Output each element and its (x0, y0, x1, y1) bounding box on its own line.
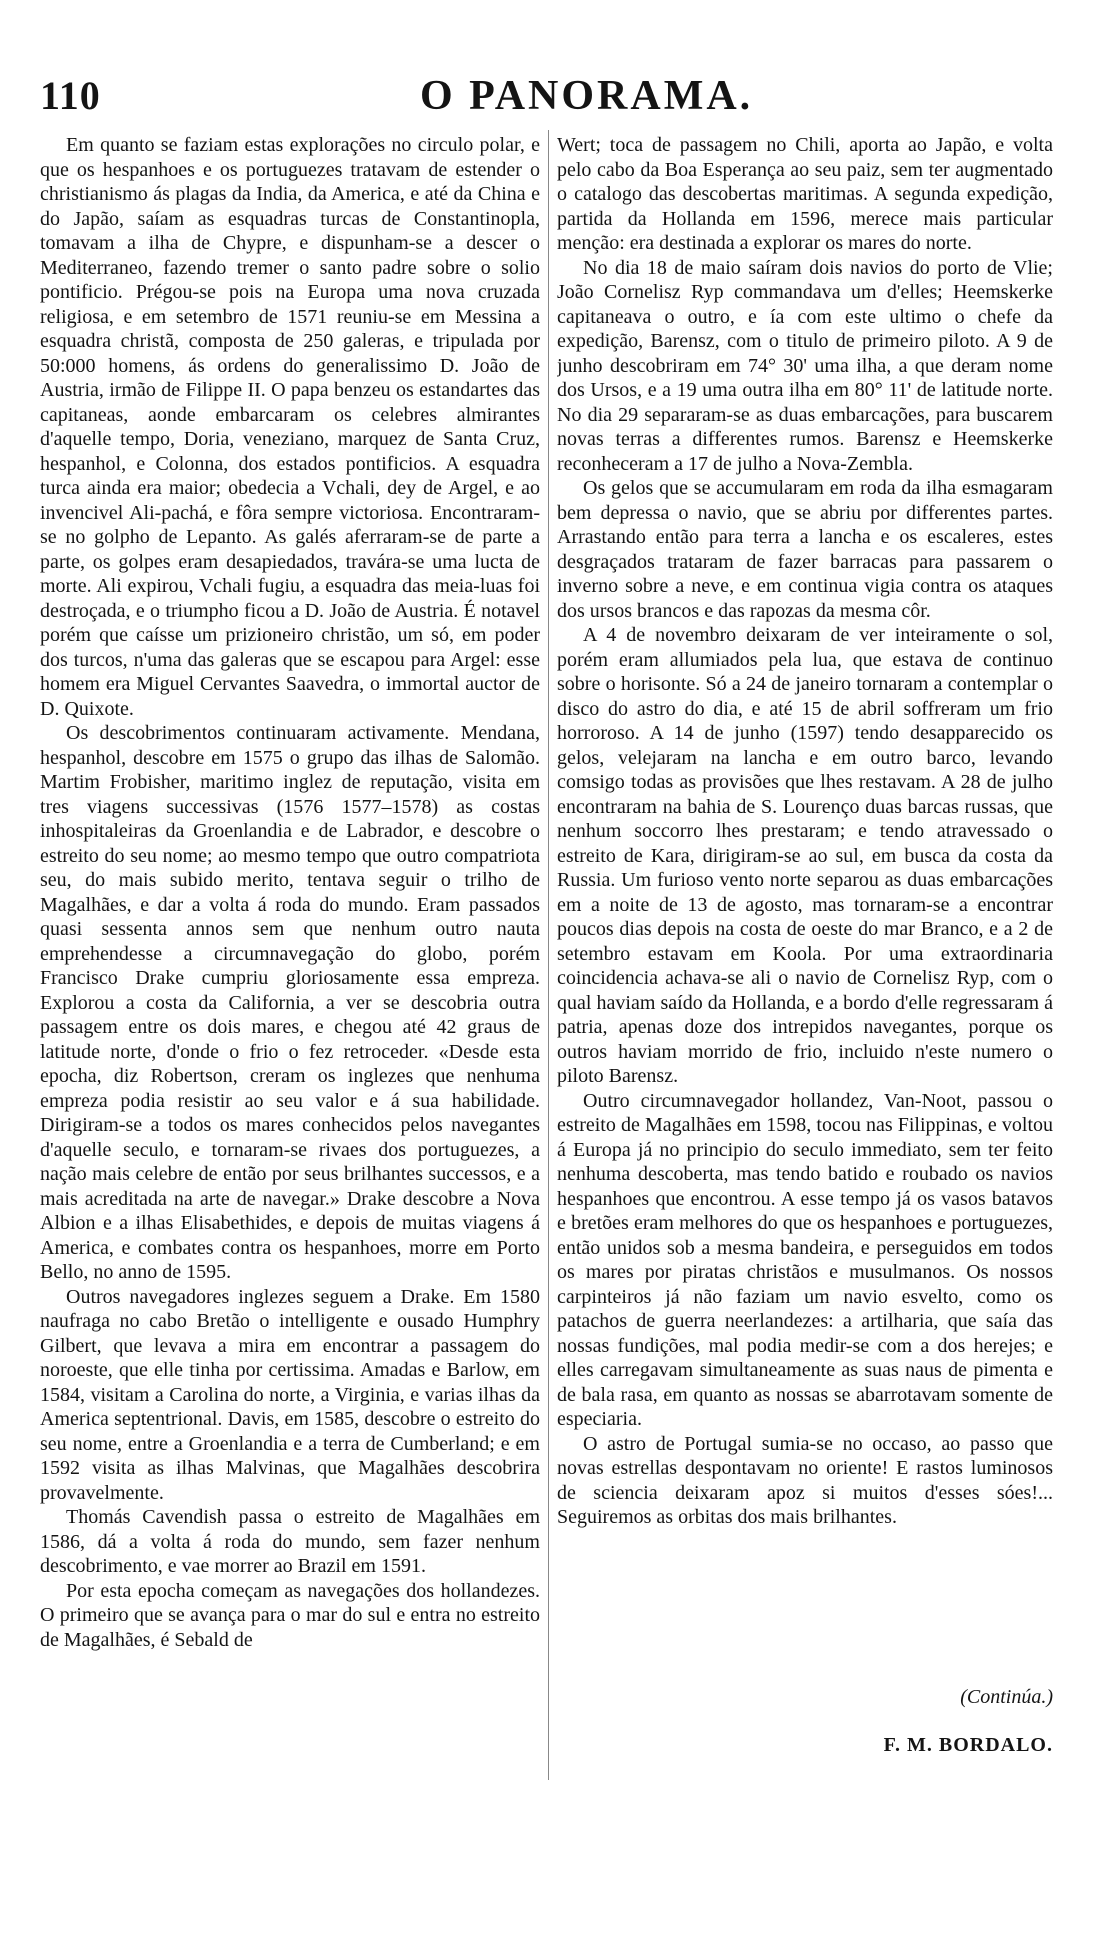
paragraph: Outro circumnavegador hollandez, Van-Noot, passou o estreito de Magalhães em 1598, tocou nas Filippinas, e voltou á Europa já no principio do seculo immediato, sem ter feito nenhuma descoberta, mas tendo batido e roubado os navios hespanhoes que encontrou. A esse tempo já os vasos batavos e bretões eram melhores do que os hespanhoes e portuguezes, então unidos sob a mesma bandeira, e perseguidos em todos os mares por piratas christãos e musulmanos. Os nossos carpinteiros já não faziam um navio esvelto, como os patachos de guerra neerlandezes: a artilharia, que saía das nossas fundições, mal podia medir-se com a dos herejes; e elles carregavam simultaneamente as suas naus de pimenta e de bala rasa, em quanto as nossas se abarrotavam somente de especiaria. (557, 1089, 1053, 1430)
to-be-continued: (Continúa.) (960, 1686, 1053, 1708)
paragraph: Wert; toca de passagem no Chili, aporta ao Japão, e volta pelo cabo da Boa Esperança ao seu paiz, sem ter augmentado o catalogo das descobertas maritimas. A segunda expedição, partida da Hollanda em 1596, merece mais particular menção: era destinada a explorar os mares do norte. (557, 134, 1053, 254)
column-divider (548, 130, 549, 1780)
paragraph: Outros navegadores inglezes seguem a Drake. Em 1580 naufraga no cabo Bretão o intelligente e ousado Humphry Gilbert, que levava a mira em encontrar a passagem do noroeste, que elle tinha por certissima. Amadas e Barlow, em 1584, visitam a Carolina do norte, a Virginia, e varias ilhas da America septentrional. Davis, em 1585, descobre o estreito do seu nome, entre a Groenlandia e a terra de Cumberland; e em 1592 visita as ilhas Malvinas, que Magalhães descobrira provavelmente. (40, 1285, 540, 1504)
page-title: O PANORAMA. (420, 73, 754, 119)
paragraph: No dia 18 de maio saíram dois navios do porto de Vlie; João Cornelisz Ryp commandava um d'elles; Heemskerke capitaneava o outro, e ía com este ultimo o chefe da expedição, Barensz, com o titulo de primeiro piloto. A 9 de junho descobriram em 74° 30' uma ilha, a que deram nome dos Ursos, e a 19 uma outra ilha em 80° 11' de latitude norte. No dia 29 separaram-se as duas embarcações, para buscarem novas terras a differentes rumos. Barensz e Heemskerke reconheceram a 17 de julho a Nova-Zembla. (557, 256, 1053, 475)
page-number: 110 (40, 73, 101, 118)
paragraph: Os descobrimentos continuaram activamente. Mendana, hespanhol, descobre em 1575 o grupo das ilhas de Salomão. Martim Frobisher, maritimo inglez de reputação, visita em tres viagens successivas (1576 1577–1578) as costas inhospitaleiras da Groenlandia e de Labrador, e descobre o estreito do seu nome; ao mesmo tempo que outro compatriota seu, do mais subido merito, tentava seguir o trilho de Magalhães, e dar a volta á roda do mundo. Eram passados quasi sessenta annos sem que nenhum outro nauta emprehendesse a circumnavegação do globo, porém Francisco Drake cumpriu gloriosamente essa empreza. Explorou a costa da California, a ver se descobria outra passagem entre os dois mares, e chegou até 42 graus de latitude norte, d'onde o frio o fez retroceder. «Desde esta epocha, diz Robertson, creram os inglezes que nenhuma empreza podia resistir ao seu valor e á sua habilidade. Dirigiram-se a todos os mares conhecidos pelos navegantes d'aquelle seculo, e tornaram-se rivaes dos portuguezes, a nação mais celebre de então por seus brilhantes successos, e a mais acreditada na arte de navegar.» Drake descobre a Nova Albion e a ilhas Elisabethides, e depois de muitas viagens á America, e combates contra os hespanhoes, morre em Porto Bello, no anno de 1595. (40, 722, 540, 1283)
paragraph: A 4 de novembro deixaram de ver inteiramente o sol, porém eram allumiados pela lua, que estava de continuo sobre o horisonte. Só a 24 de janeiro tornaram a contemplar o disco do astro do dia, e até 15 de abril soffreram um frio horroroso. A 14 de junho (1597) tendo desapparecido os gelos, velejaram na lancha e em outro barco, levando comsigo todas as provisões que lhes restavam. A 28 de julho encontraram na bahia de S. Lourenço duas barcas russas, que nenhum soccorro lhes prestaram; e tendo atravessado o estreito de Kara, dirigiram-se ao sul, em busca da costa da Russia. Um furioso vento norte separou as duas embarcações em a noite de 13 de agosto, mas tornaram-se a encontrar poucos dias depois na costa de oeste do mar Branco, e a 2 de setembro estavam em Koola. Por uma extraordinaria coincidencia achava-se ali o navio de Cornelisz Ryp, com o qual haviam saído da Hollanda, e a bordo d'elle regressaram á patria, apenas doze dos intrepidos navegantes, porque os outros haviam morrido de frio, incluido n'este numero o piloto Barensz. (557, 624, 1053, 1087)
paragraph: Os gelos que se accumularam em roda da ilha esmagaram bem depressa o navio, que se abriu por differentes partes. Arrastando então para terra a lancha e os escaleres, estes desgraçados trataram de fazer barracas para passarem o inverno sobre a neve, e em continua vigia contra os ataques dos ursos brancos e das rapozas da mesma côr. (557, 477, 1053, 622)
paragraph: Em quanto se faziam estas explorações no circulo polar, e que os hespanhoes e os portuguezes tratavam de estender o christianismo ás plagas da India, da America, e até da China e do Japão, saíam as esquadras turcas de Constantinopla, tomavam a ilha de Chypre, e dispunham-se a descer o Mediterraneo, fazendo tremer o santo padre sobre o solio pontificio. Prégou-se pois na Europa uma nova cruzada religiosa, e em setembro de 1571 reuniu-se em Messina a esquadra christã, composta de 250 galeras, e tripulada por 50:000 homens, ás ordens do generalissimo D. João de Austria, irmão de Filippe II. O papa benzeu os estandartes das capitaneas, aonde embarcaram os celebres almirantes d'aquelle tempo, Doria, veneziano, marquez de Santa Cruz, hespanhol, e Colonna, dos estados pontificios. A esquadra turca ainda era maior; obedecia a Vchali, dey de Argel, e ao invencivel Ali-pachá, e fôra sempre victoriosa. Encontraram-se no golpho de Lepanto. As galés aferraram-se de parte a parte, os golpes eram desapiedados, travára-se uma lucta de morte. Ali expirou, Vchali fugiu, a esquadra das meia-luas foi destroçada, e o triumpho ficou a D. João de Austria. É notavel porém que caísse um prizioneiro christão, um só, em poder dos turcos, n'uma das galeras que se escapou para Argel: esse homem era Miguel Cervantes Saavedra, o immortal auctor de D. Quixote. (40, 134, 540, 720)
paragraph: Por esta epocha começam as navegações dos hollandezes. O primeiro que se avança para o mar do sul e entra no estreito de Magalhães, é Sebald de (40, 1579, 540, 1651)
author-signature: F. M. BORDALO. (883, 1734, 1053, 1756)
right-column (557, 133, 1053, 1773)
paragraph: Thomás Cavendish passa o estreito de Magalhães em 1586, dá a volta á roda do mundo, sem fazer nenhum descobrimento, e vae morrer ao Brazil em 1591. (40, 1506, 540, 1577)
left-column (40, 133, 540, 1893)
paragraph: O astro de Portugal sumia-se no occaso, ao passo que novas estrellas despontavam no oriente! E rastos luminosos de sciencia deixaram apoz si muitos d'esses sóes!... Seguiremos as orbitas dos mais brilhantes. (557, 1432, 1053, 1528)
